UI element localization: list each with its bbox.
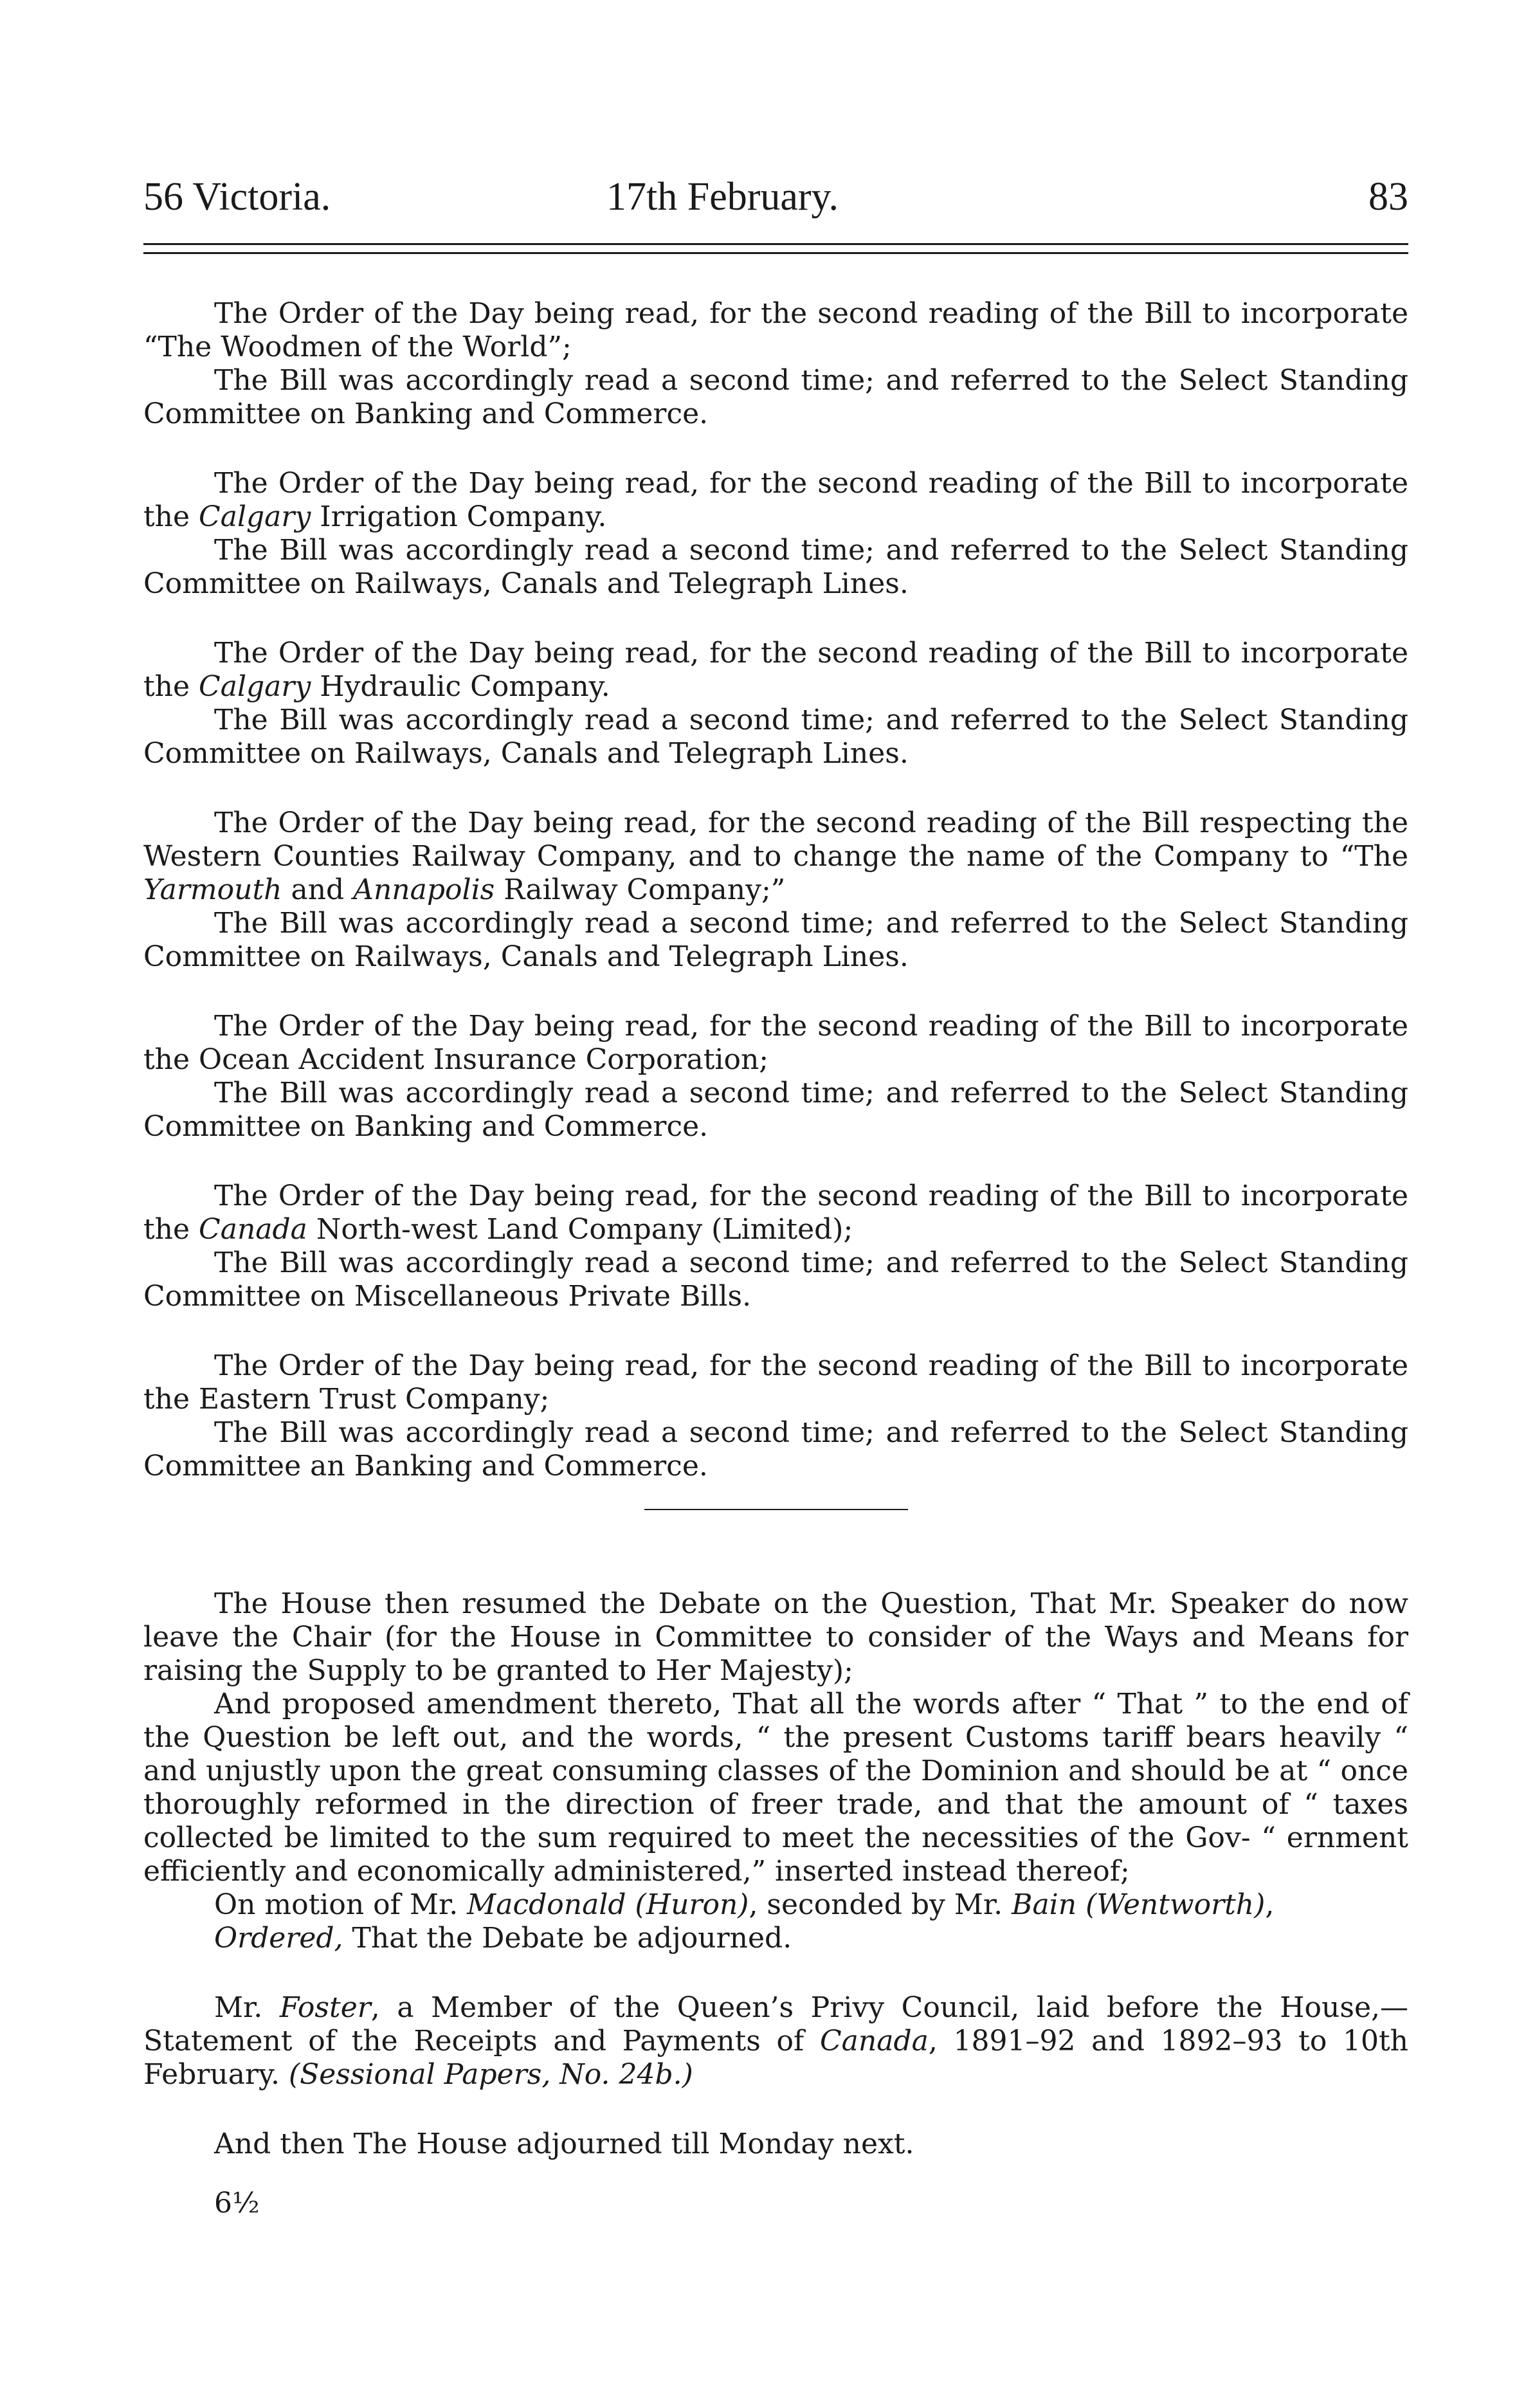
session-label: 56 Victoria.: [143, 175, 331, 219]
header-rule-bottom: [143, 252, 1408, 254]
adjournment-line: And then The House adjourned till Monday next.: [214, 2128, 914, 2160]
member-name: Bain (Wentworth): [1012, 1888, 1266, 1921]
document-page: [143, 0, 1408, 2408]
page-header: [143, 171, 1408, 223]
entry-lead: The Order of the Day being read, for the second reading of the Bill to incorporate the Canada North-west Land Company (Limited);: [143, 1180, 1408, 1246]
entry-lead: The Order of the Day being read, for the second reading of the Bill respecting the Western Counties Railway Company, and to change the name of the Company to “The Yarmouth and Annapolis Railway Company;”: [143, 807, 1408, 906]
entry-canada-northwest: [143, 1180, 1408, 1313]
date-label: 17th February.: [606, 175, 839, 219]
place-name: Canada: [199, 1213, 307, 1246]
foster-statement: Mr. Foster, a Member of the Queen’s Privy Council, laid before the House,— Statement of the Receipts and Payments of Canada, 1891–92 and 1892–93 to 10th February. (Sessional Papers, No. 24b.): [143, 1991, 1408, 2091]
place-name: Annapolis: [353, 873, 495, 906]
header-rule-top: [143, 243, 1408, 245]
entry-action: The Bill was accordingly read a second time; and referred to the Select Standing Committee on Banking and Commerce.: [143, 364, 1408, 430]
entry-action: The Bill was accordingly read a second time; and referred to the Select Standing Committee an Banking and Commerce.: [143, 1416, 1408, 1482]
debate-question: The House then resumed the Debate on the Question, That Mr. Speaker do now leave the Chair (for the House in Committee to consider of the Ways and Means for raising the Supply to be granted to Her Majesty);: [143, 1587, 1408, 1687]
entry-woodmen: [143, 297, 1408, 431]
entry-calgary-irrigation: [143, 467, 1408, 601]
member-name: Macdonald (Huron): [467, 1888, 749, 1921]
entry-lead: The Order of the Day being read, for the second reading of the Bill to incorporate the Ocean Accident Insurance Corporation;: [143, 1010, 1408, 1076]
place-name: Calgary: [199, 500, 311, 533]
entry-action: The Bill was accordingly read a second time; and referred to the Select Standing Committee on Banking and Commerce.: [143, 1077, 1408, 1143]
debate-order: Ordered, That the Debate be adjourned.: [214, 1922, 792, 1955]
place-name: Canada: [819, 2025, 929, 2057]
entry-action: The Bill was accordingly read a second time; and referred to the Select Standing Committee on Railways, Canals and Telegraph Lines.: [143, 907, 1408, 973]
debate-amendment: And proposed amendment thereto, That all the words after “ That ” to the end of the Question be left out, and the words, “ the present Customs tariff bears heavily “ and unjustly upon the great consuming classes of the Dominion and should be at “ once thoroughly reformed in the direction of freer trade, and that the amount of “ taxes collected be limited to the sum required to meet the necessities of the Gov- “ ernment efficiently and economically administered,” inserted instead thereof;: [143, 1688, 1408, 1888]
entry-western-counties: [143, 807, 1408, 974]
place-name: Yarmouth: [143, 873, 282, 906]
entry-lead: The Order of the Day being read, for the second reading of the Bill to incorporate the Calgary Irrigation Company.: [143, 467, 1408, 533]
entry-lead: The Order of the Day being read, for the second reading of the Bill to incorporate “The Woodmen of the World”;: [143, 297, 1408, 363]
section-separator: [644, 1509, 908, 1510]
place-name: Calgary: [199, 670, 311, 703]
entry-action: The Bill was accordingly read a second time; and referred to the Select Standing Committee on Railways, Canals and Telegraph Lines.: [143, 704, 1408, 770]
entry-foster-papers: [143, 1991, 1408, 2092]
sessional-papers-ref: (Sessional Papers, No. 24b.): [288, 2058, 693, 2091]
entry-action: The Bill was accordingly read a second time; and referred to the Select Standing Committee on Miscellaneous Private Bills.: [143, 1246, 1408, 1313]
entry-ocean-accident: [143, 1010, 1408, 1144]
page-number: 83: [1368, 175, 1408, 219]
entry-debate: [143, 1587, 1408, 1955]
entry-action: The Bill was accordingly read a second time; and referred to the Select Standing Committee on Railways, Canals and Telegraph Lines.: [143, 534, 1408, 600]
entry-eastern-trust: [143, 1349, 1408, 1483]
debate-motion: On motion of Mr. Macdonald (Huron), seconded by Mr. Bain (Wentworth),: [214, 1888, 1275, 1921]
signature-mark: 6½: [214, 2187, 260, 2220]
member-name: Foster: [279, 1991, 371, 2024]
entry-lead: The Order of the Day being read, for the second reading of the Bill to incorporate the Calgary Hydraulic Company.: [143, 637, 1408, 703]
journal-body: [143, 297, 1408, 2220]
entry-calgary-hydraulic: [143, 637, 1408, 771]
entry-lead: The Order of the Day being read, for the second reading of the Bill to incorporate the Eastern Trust Company;: [143, 1349, 1408, 1416]
